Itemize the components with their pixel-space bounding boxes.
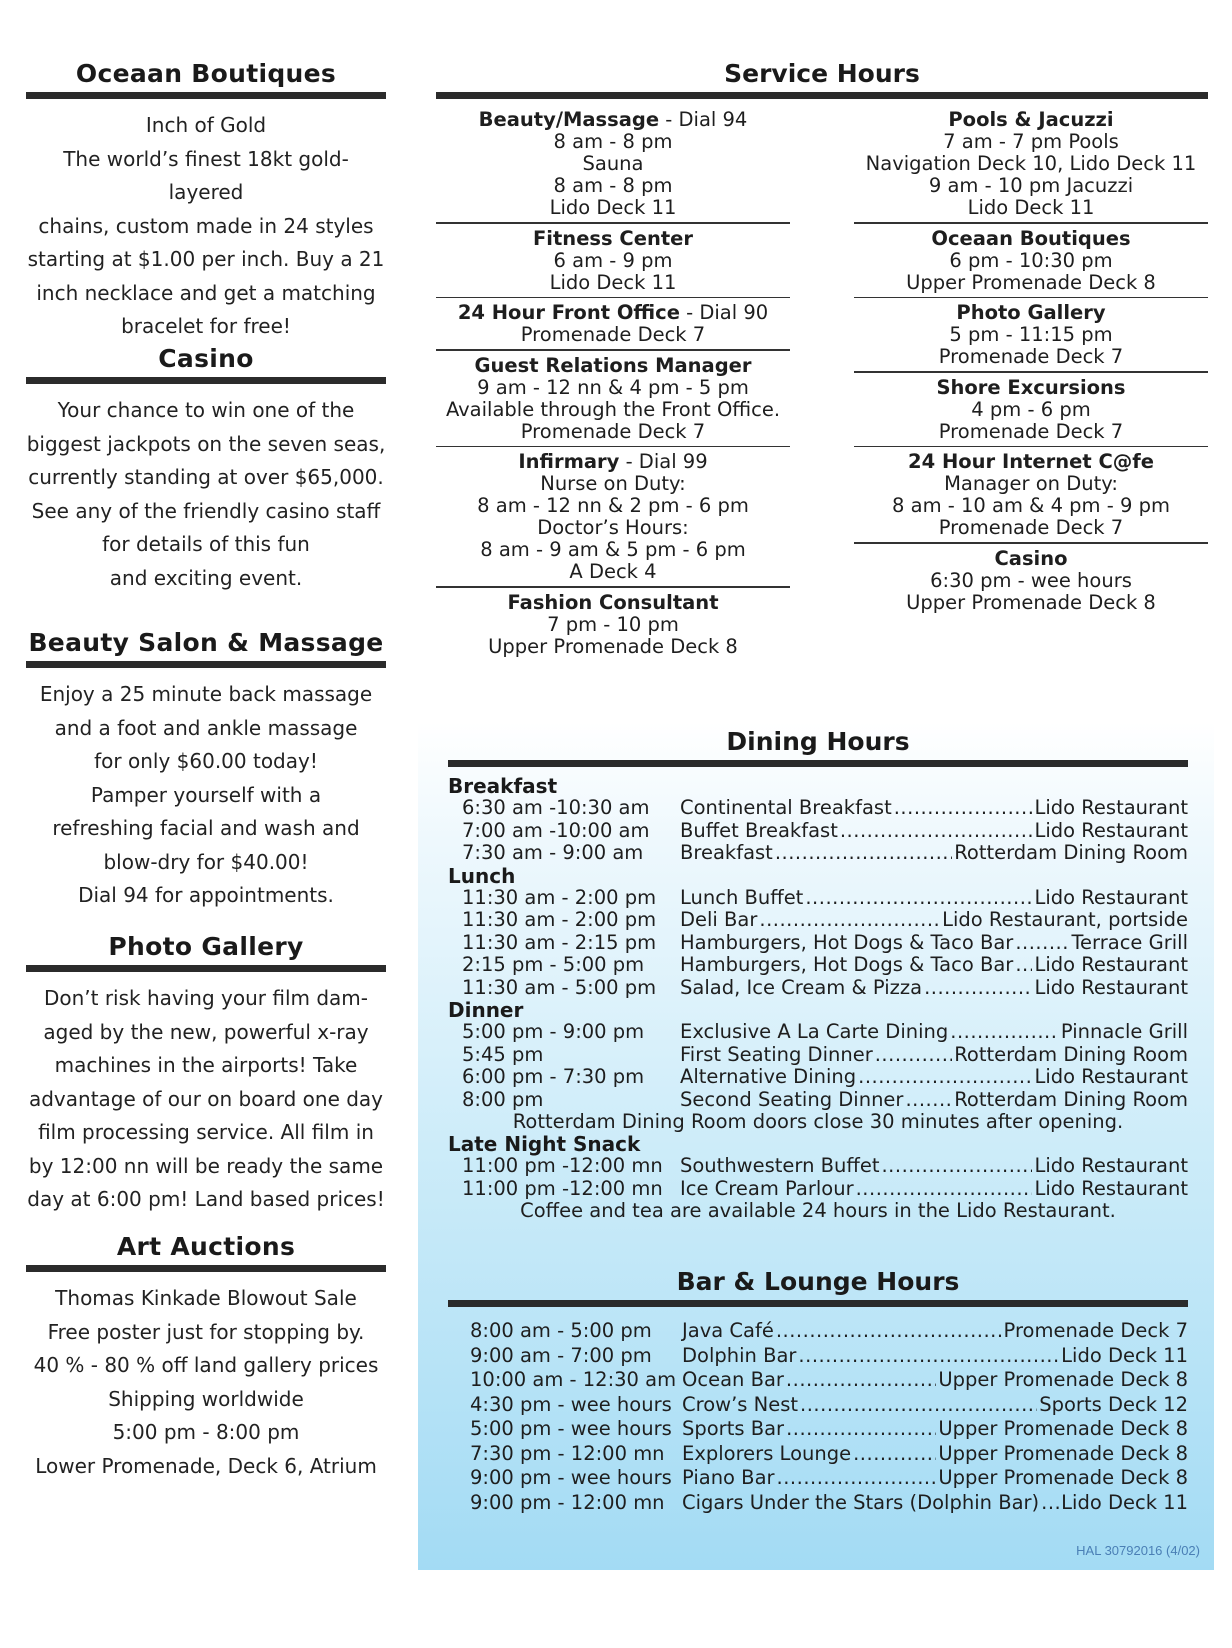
dining-time: 6:30 am -10:30 am: [462, 796, 650, 819]
bar-time: 9:00 pm - 12:00 mn: [470, 1490, 665, 1514]
service-name: Fitness Center: [532, 226, 694, 250]
service-columns: [436, 105, 1208, 661]
service-item: [436, 298, 790, 349]
bar-name: Ocean Bar: [682, 1368, 784, 1391]
bar-place: Upper Promenade Deck 8: [938, 1441, 1188, 1465]
dining-place: Lido Restaurant: [1034, 1154, 1188, 1177]
dot-leader: [1041, 1491, 1059, 1516]
dot-leader: [786, 1368, 936, 1393]
dining-time: 2:15 pm - 5:00 pm: [462, 953, 645, 976]
text-line: Shipping worldwide: [108, 1386, 304, 1411]
text-line: Inch of Gold: [145, 113, 267, 137]
service-line: A Deck 4: [569, 560, 657, 583]
dining-time: 11:30 am - 2:00 pm: [462, 908, 657, 931]
dining-row: [448, 1089, 1188, 1112]
dining-row: [448, 797, 1188, 820]
bar-row: [448, 1344, 1188, 1369]
bar-time: 5:00 pm - wee hours: [470, 1417, 672, 1440]
service-name: Infirmary: [518, 450, 620, 473]
dot-leader: [853, 1442, 936, 1467]
dot-leader: [881, 1155, 1032, 1178]
service-name: Beauty/Massage: [478, 108, 660, 131]
dining-time: 5:00 pm - 9:00 pm: [462, 1020, 645, 1043]
service-line: Lido Deck 11: [549, 196, 677, 219]
text-line: Lower Promenade, Deck 6, Atrium: [35, 1453, 377, 1478]
dining-name: Buffet Breakfast: [680, 818, 838, 842]
text-line: chains, custom made in 24 styles: [38, 213, 374, 238]
section-photo-gallery: [26, 931, 386, 1231]
section-rule: [26, 377, 386, 384]
dining-category: Late Night Snack: [448, 1132, 641, 1156]
dot-leader: [950, 1021, 1059, 1044]
dining-hours-title: Dining Hours: [726, 727, 910, 756]
text-line: film processing service. All film in: [38, 1120, 374, 1144]
dining-place: Terrace Grill: [1071, 930, 1188, 954]
text-line: Don’t risk having your film dam-: [43, 986, 369, 1010]
dining-name: Alternative Dining: [680, 1065, 857, 1088]
service-line: Upper Promenade Deck 8: [906, 590, 1156, 614]
service-item: [854, 544, 1208, 617]
dining-name: First Seating Dinner: [680, 1042, 873, 1066]
service-col-right: [854, 105, 1208, 661]
dining-row: [448, 842, 1188, 865]
text-line: 5:00 pm - 8:00 pm: [112, 1420, 300, 1444]
bar-row: [448, 1491, 1188, 1516]
service-line: 4 pm - 6 pm: [971, 397, 1091, 421]
dining-row: [448, 1066, 1188, 1089]
text-line: Your chance to win one of the: [57, 398, 355, 422]
dining-hours-section: [448, 722, 1188, 1515]
service-name: Fashion Consultant: [507, 590, 719, 614]
text-line: Thomas Kinkade Blowout Sale: [55, 1286, 357, 1310]
dot-leader: [786, 1417, 936, 1442]
dining-name: Exclusive A La Carte Dining: [680, 1020, 949, 1043]
dining-time: 8:00 pm: [462, 1087, 544, 1111]
service-line: Lido Deck 11: [967, 196, 1095, 219]
service-line: Promenade Deck 7: [520, 323, 706, 346]
dot-leader: [775, 842, 952, 865]
text-line: day at 6:00 pm! Land based prices!: [27, 1187, 385, 1211]
text-line: See any of the friendly casino staff: [31, 498, 381, 523]
text-line: for details of this fun: [102, 532, 310, 556]
section-body: [26, 1282, 386, 1483]
service-item: [854, 447, 1208, 542]
bar-time: 9:00 pm - wee hours: [470, 1466, 672, 1489]
section-art-auctions: [26, 1231, 386, 1483]
bar-row: [448, 1319, 1188, 1344]
section-title: Art Auctions: [116, 1232, 296, 1261]
bar-row: [448, 1368, 1188, 1393]
text-line: biggest jackpots on the seven seas,: [26, 431, 386, 456]
dining-bar-panel: [418, 722, 1214, 1570]
service-item: [854, 105, 1208, 222]
dining-row: [448, 887, 1188, 910]
bar-time: 9:00 am - 7:00 pm: [470, 1343, 652, 1367]
text-line: and exciting event.: [109, 565, 303, 590]
dining-time: 11:30 am - 2:00 pm: [462, 885, 657, 909]
bar-lounge-section: [448, 1266, 1188, 1515]
service-item: [436, 351, 790, 446]
service-name: 24 Hour Internet C@fe: [908, 450, 1154, 473]
bar-name: Crow’s Nest: [682, 1392, 799, 1416]
service-name: 24 Hour Front Office: [457, 301, 680, 324]
service-line: Manager on Duty:: [944, 472, 1118, 495]
section-title: Photo Gallery: [108, 932, 304, 961]
dining-row: [448, 909, 1188, 932]
dining-place: Rotterdam Dining Room: [954, 1087, 1188, 1111]
service-line: 9 am - 10 pm Jacuzzi: [928, 174, 1134, 197]
service-line: Upper Promenade Deck 8: [906, 270, 1156, 294]
dining-row: [448, 932, 1188, 955]
section-beauty-salon: [26, 627, 386, 931]
dot-leader: [776, 1319, 1002, 1344]
dining-row: [448, 1021, 1188, 1044]
dining-place: Lido Restaurant, portside: [942, 908, 1188, 931]
service-name: Shore Excursions: [936, 375, 1126, 399]
bar-row: [448, 1442, 1188, 1467]
service-hours-section: [436, 58, 1208, 661]
dining-place: Lido Restaurant: [1034, 818, 1188, 842]
service-line: 8 am - 8 pm: [553, 174, 673, 197]
dining-time: 11:00 pm -12:00 mn: [462, 1176, 663, 1200]
service-line: 6:30 pm - wee hours: [930, 568, 1132, 592]
dot-leader: [800, 1393, 1037, 1418]
bar-time: 8:00 am - 5:00 pm: [470, 1319, 652, 1342]
left-column: [26, 58, 386, 1483]
dining-place: Rotterdam Dining Room: [954, 1042, 1188, 1066]
text-line: machines in the airports! Take: [54, 1053, 358, 1077]
service-line: Promenade Deck 7: [938, 419, 1124, 443]
service-name: Casino: [994, 546, 1068, 570]
bar-place: Lido Deck 11: [1061, 1490, 1188, 1514]
service-hours-rule: [436, 92, 1208, 99]
service-extra: - Dial 90: [679, 301, 769, 324]
dining-name: Ice Cream Parlour: [680, 1176, 854, 1200]
dining-time: 11:00 pm -12:00 mn: [462, 1154, 663, 1177]
coffee-note: Coffee and tea are available 24 hours in the Lido Restaurant.: [520, 1199, 1116, 1222]
dining-name: Hamburgers, Hot Dogs & Taco Bar: [680, 930, 1014, 954]
service-col-left: [436, 105, 790, 661]
dining-row: [448, 1044, 1188, 1067]
section-title: Beauty Salon & Massage: [28, 628, 384, 657]
dining-name: Continental Breakfast: [680, 796, 892, 819]
dining-place: Lido Restaurant: [1034, 796, 1188, 819]
bar-row: [448, 1417, 1188, 1442]
bar-row: [448, 1393, 1188, 1418]
service-extra: - Dial 94: [659, 108, 748, 131]
dot-leader: [777, 1466, 937, 1491]
service-item: [436, 224, 790, 297]
text-line: Dial 94 for appointments.: [78, 883, 334, 907]
bar-name: Dolphin Bar: [682, 1343, 797, 1367]
text-line: aged by the new, powerful x-ray: [43, 1019, 369, 1044]
text-line: advantage of our on board one day: [28, 1086, 384, 1111]
service-extra: - Dial 99: [619, 450, 708, 473]
text-line: Free poster just for stopping by.: [47, 1319, 365, 1344]
text-line: and a foot and ankle massage: [54, 715, 358, 740]
text-line: Enjoy a 25 minute back massage: [39, 682, 373, 706]
service-line: Available through the Front Office.: [445, 397, 781, 421]
dining-time: 11:30 am - 2:15 pm: [462, 930, 657, 954]
section-body: [26, 678, 386, 913]
bar-place: Upper Promenade Deck 8: [938, 1417, 1188, 1440]
dining-name: Lunch Buffet: [680, 885, 804, 909]
service-line: Doctor’s Hours:: [537, 516, 689, 539]
text-line: for only $60.00 today!: [94, 749, 318, 773]
dining-name: Hamburgers, Hot Dogs & Taco Bar: [680, 953, 1014, 976]
dining-category: Breakfast: [448, 774, 558, 798]
dot-leader: [798, 1344, 1059, 1369]
service-line: Promenade Deck 7: [520, 419, 706, 443]
dining-name: Salad, Ice Cream & Pizza: [680, 975, 923, 999]
service-line: 6 pm - 10:30 pm: [949, 248, 1113, 272]
section-casino: [26, 343, 386, 627]
document-code: HAL 30792016 (4/02): [1076, 1543, 1200, 1558]
dot-leader: [840, 820, 1033, 843]
text-line: bracelet for free!: [121, 314, 291, 338]
section-rule: [26, 965, 386, 972]
service-line: 8 am - 9 am & 5 pm - 6 pm: [480, 538, 746, 561]
text-line: blow-dry for $40.00!: [103, 849, 309, 874]
bar-name: Sports Bar: [682, 1417, 785, 1440]
service-name: Pools & Jacuzzi: [948, 108, 1114, 131]
service-item: [854, 224, 1208, 297]
service-line: Promenade Deck 7: [938, 345, 1124, 368]
dot-leader: [759, 909, 940, 932]
dining-place: Rotterdam Dining Room: [954, 841, 1188, 864]
bar-name: Cigars Under the Stars (Dolphin Bar): [682, 1490, 1040, 1514]
section-body: [26, 394, 386, 595]
service-name: Guest Relations Manager: [474, 353, 752, 377]
section-rule: [26, 1265, 386, 1272]
dining-time: 7:30 am - 9:00 am: [462, 841, 644, 864]
section-rule: [26, 661, 386, 668]
dining-row: [448, 1155, 1188, 1178]
dining-place: Lido Restaurant: [1034, 1065, 1188, 1088]
bar-lounge-rule: [448, 1300, 1188, 1307]
dining-time: 5:45 pm: [462, 1042, 544, 1066]
section-body: [26, 982, 386, 1217]
text-line: 40 % - 80 % off land gallery prices: [33, 1353, 379, 1377]
bar-place: Sports Deck 12: [1039, 1392, 1188, 1416]
service-line: 8 am - 8 pm: [553, 130, 673, 153]
service-hours-title: Service Hours: [724, 59, 920, 88]
dining-time: 6:00 pm - 7:30 pm: [462, 1065, 645, 1088]
text-line: by 12:00 nn will be ready the same: [28, 1153, 384, 1178]
service-line: 8 am - 10 am & 4 pm - 9 pm: [892, 494, 1170, 517]
bar-time: 7:30 pm - 12:00 mn: [470, 1441, 665, 1465]
dining-name: Deli Bar: [680, 908, 758, 931]
text-line: currently standing at over $65,000.: [28, 465, 384, 489]
dining-place: Lido Restaurant: [1034, 975, 1188, 999]
service-line: 6 am - 9 pm: [553, 248, 673, 272]
service-item: [436, 447, 790, 586]
text-line: inch necklace and get a matching: [36, 280, 376, 305]
dot-leader: [905, 1089, 952, 1112]
dining-row: [448, 977, 1188, 1000]
section-rule: [26, 92, 386, 99]
dot-leader: [858, 1066, 1032, 1089]
service-item: [436, 105, 790, 222]
dot-leader: [875, 1044, 953, 1067]
service-name: Photo Gallery: [956, 301, 1106, 324]
dining-place: Pinnacle Grill: [1060, 1020, 1188, 1043]
service-line: 8 am - 12 nn & 2 pm - 6 pm: [477, 494, 749, 517]
bar-place: Lido Deck 11: [1061, 1343, 1188, 1367]
service-item: [854, 298, 1208, 371]
dinner-note: Rotterdam Dining Room doors close 30 minutes after opening.: [512, 1110, 1124, 1133]
bar-place: Upper Promenade Deck 8: [938, 1466, 1188, 1489]
section-oceaan-boutiques: [26, 58, 386, 343]
service-line: Promenade Deck 7: [938, 516, 1124, 539]
dining-row: [448, 1178, 1188, 1201]
service-name: Oceaan Boutiques: [931, 226, 1131, 250]
text-line: starting at $1.00 per inch. Buy a 21: [27, 247, 385, 271]
dot-leader: [1015, 932, 1069, 955]
dining-place: Lido Restaurant: [1034, 1176, 1188, 1200]
service-line: 9 am - 12 nn & 4 pm - 5 pm: [477, 375, 749, 399]
service-line: Upper Promenade Deck 8: [488, 634, 738, 658]
bar-row: [448, 1466, 1188, 1491]
section-body: [26, 109, 386, 344]
service-line: Lido Deck 11: [549, 270, 677, 294]
bar-time: 10:00 am - 12:30 am: [470, 1368, 677, 1391]
dot-leader: [924, 977, 1032, 1000]
dining-place: Lido Restaurant: [1034, 953, 1188, 976]
dot-leader: [894, 797, 1033, 820]
dining-name: Breakfast: [680, 841, 773, 864]
text-line: The world’s finest 18kt gold-layered: [63, 146, 349, 204]
service-line: 7 pm - 10 pm: [547, 612, 679, 636]
section-title: Oceaan Boutiques: [75, 59, 337, 88]
service-line: 5 pm - 11:15 pm: [949, 323, 1113, 346]
bar-place: Upper Promenade Deck 8: [938, 1368, 1188, 1391]
dot-leader: [1015, 954, 1032, 977]
service-item: [436, 588, 790, 661]
section-title: Casino: [158, 344, 254, 373]
dining-name: Second Seating Dinner: [680, 1087, 904, 1111]
bar-name: Explorers Lounge: [682, 1441, 852, 1465]
dot-leader: [856, 1178, 1033, 1201]
bar-name: Piano Bar: [682, 1466, 775, 1489]
dot-leader: [805, 887, 1032, 910]
service-line: Nurse on Duty:: [540, 472, 686, 495]
dining-time: 11:30 am - 5:00 pm: [462, 975, 657, 999]
service-line: 7 am - 7 pm Pools: [943, 130, 1119, 153]
bar-lounge-title: Bar & Lounge Hours: [676, 1267, 960, 1296]
bar-name: Java Café: [682, 1319, 774, 1342]
dining-category: Dinner: [448, 998, 524, 1022]
service-item: [854, 373, 1208, 446]
dining-time: 7:00 am -10:00 am: [462, 818, 650, 842]
dining-row: [448, 954, 1188, 977]
dining-place: Lido Restaurant: [1034, 885, 1188, 909]
dining-category: Lunch: [448, 863, 516, 888]
text-line: refreshing facial and wash and: [52, 816, 360, 840]
bar-place: Promenade Deck 7: [1003, 1319, 1188, 1342]
bar-time: 4:30 pm - wee hours: [470, 1392, 672, 1416]
dining-name: Southwestern Buffet: [680, 1154, 880, 1177]
dining-hours-rule: [448, 760, 1188, 767]
service-line: Sauna: [582, 152, 644, 175]
dining-row: [448, 820, 1188, 843]
text-line: Pamper yourself with a: [90, 782, 322, 807]
service-line: Navigation Deck 10, Lido Deck 11: [865, 152, 1197, 175]
